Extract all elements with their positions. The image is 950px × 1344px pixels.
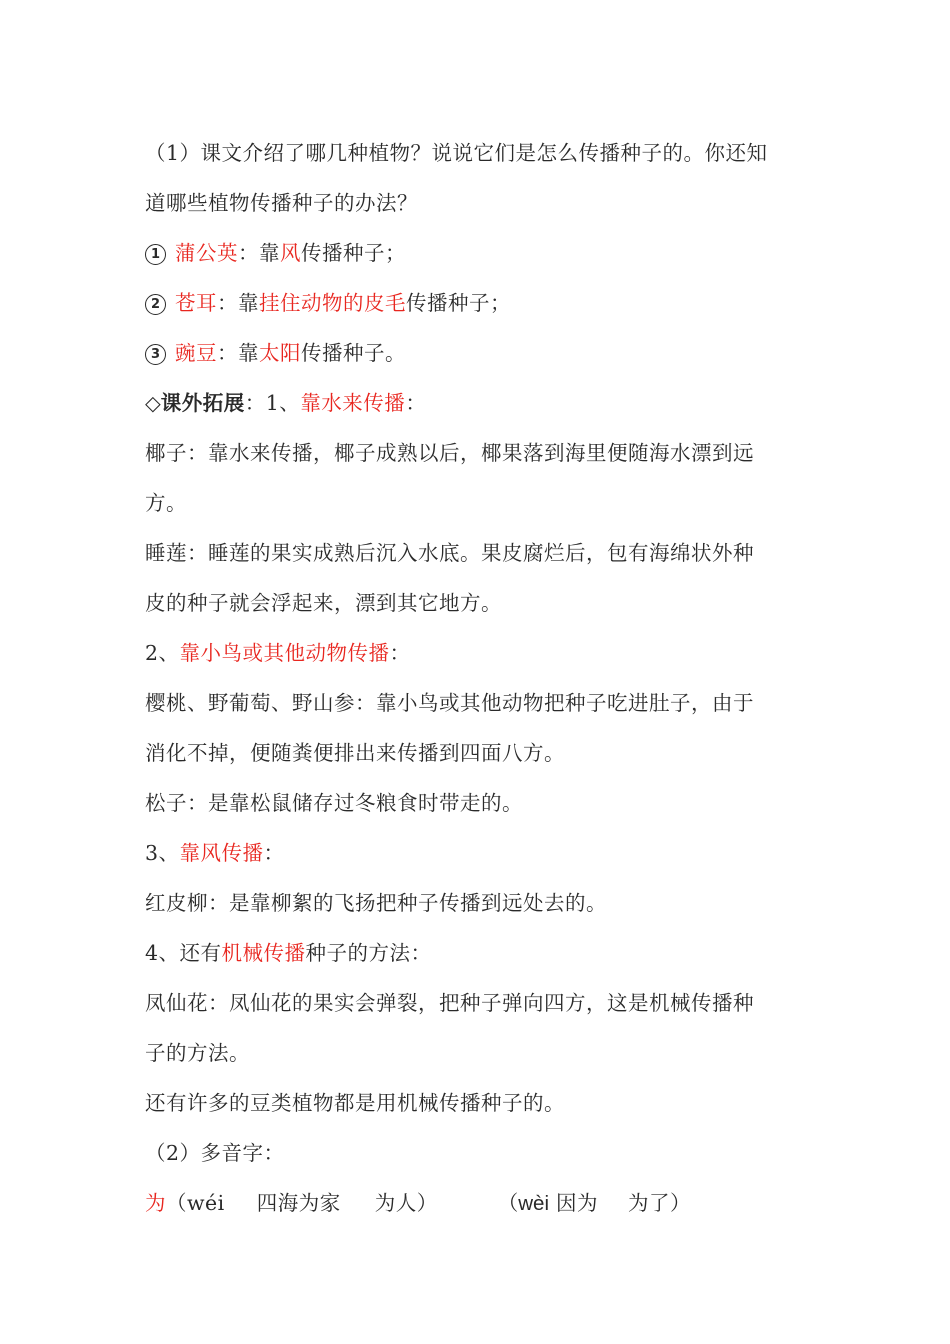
plant-item-cocklebur	[145, 278, 815, 328]
coconut-line-2: 方。	[145, 491, 187, 515]
coconut-line-1: 椰子：靠水来传播，椰子成熟以后，椰果落到海里便随海水漂到远	[145, 441, 754, 465]
extension-item-1-suffix: ：	[405, 391, 427, 415]
diamond-icon: ◇	[145, 391, 161, 415]
circled-number-3: 3	[145, 344, 166, 365]
item-2-suffix: ：	[389, 641, 411, 665]
plant-item-pea	[145, 328, 815, 378]
plant-item-dandelion	[145, 228, 815, 278]
waterlily-line-1: 睡莲：睡莲的果实成熟后沉入水底。果皮腐烂后，包有海绵状外种	[145, 541, 754, 565]
extension-item-1-prefix: ：1、	[244, 391, 301, 415]
pronunciation-1-open: （wéi	[166, 1191, 225, 1215]
item-4-heading	[145, 928, 815, 978]
plant-tail: 传播种子。	[301, 341, 406, 365]
plant-name: 苍耳	[175, 291, 217, 315]
extension-heading	[145, 378, 815, 428]
plant-tail: 传播种子；	[406, 291, 511, 315]
question-1-line-1: （1）课文介绍了哪几种植物？说说它们是怎么传播种子的。你还知	[145, 141, 768, 165]
pronunciation-2-word-2: 为了）	[628, 1191, 692, 1215]
item-4-title: 机械传播	[221, 941, 306, 965]
plant-name: 豌豆	[175, 341, 217, 365]
question-2-heading: （2）多音字：	[145, 1141, 285, 1165]
item-3-title: 靠风传播	[179, 841, 264, 865]
item-3-prefix: 3、	[145, 841, 180, 865]
item-4-suffix: 种子的方法：	[305, 941, 432, 965]
cherry-line-1: 樱桃、野葡萄、野山参：靠小鸟或其他动物把种子吃进肚子，由于	[145, 691, 754, 715]
pronunciation-2-open: （wèi	[497, 1192, 550, 1215]
plant-sep: ：靠	[217, 291, 259, 315]
balsam-line-2: 子的方法。	[145, 1041, 250, 1065]
plant-method: 挂住动物的皮毛	[259, 291, 406, 315]
item-3-suffix: ：	[263, 841, 285, 865]
extension-item-1-title: 靠水来传播	[300, 391, 406, 415]
polyphone-row	[145, 1178, 815, 1228]
document-body	[145, 128, 815, 1228]
plant-name: 蒲公英	[175, 241, 238, 265]
pine-line: 松子：是靠松鼠储存过冬粮食时带走的。	[145, 791, 523, 815]
pronunciation-1-word-1: 四海为家	[256, 1191, 341, 1215]
pronunciation-1-word-2: 为人）	[374, 1191, 438, 1215]
extension-title: 课外拓展	[160, 391, 245, 415]
pronunciation-2-word-1: 因为	[556, 1191, 599, 1215]
item-2-title: 靠小鸟或其他动物传播	[179, 641, 390, 665]
balsam-line-1: 凤仙花：凤仙花的果实会弹裂，把种子弹向四方，这是机械传播种	[145, 991, 754, 1015]
beans-line: 还有许多的豆类植物都是用机械传播种子的。	[145, 1091, 565, 1115]
waterlily-line-2: 皮的种子就会浮起来，漂到其它地方。	[145, 591, 502, 615]
item-2-heading	[145, 628, 815, 678]
item-4-prefix: 4、还有	[145, 941, 222, 965]
plant-method: 太阳	[259, 341, 301, 365]
item-3-heading	[145, 828, 815, 878]
cherry-line-2: 消化不掉，便随粪便排出来传播到四面八方。	[145, 741, 565, 765]
plant-sep: ：靠	[217, 341, 259, 365]
circled-number-1: 1	[145, 244, 166, 265]
plant-sep: ：靠	[238, 241, 280, 265]
item-2-prefix: 2、	[145, 641, 180, 665]
circled-number-2: 2	[145, 294, 166, 315]
question-1-line-2: 道哪些植物传播种子的办法？	[145, 191, 418, 215]
polyphone-char: 为	[145, 1191, 166, 1215]
willow-line: 红皮柳：是靠柳絮的飞扬把种子传播到远处去的。	[145, 891, 607, 915]
plant-method: 风	[280, 241, 301, 265]
plant-tail: 传播种子；	[301, 241, 406, 265]
